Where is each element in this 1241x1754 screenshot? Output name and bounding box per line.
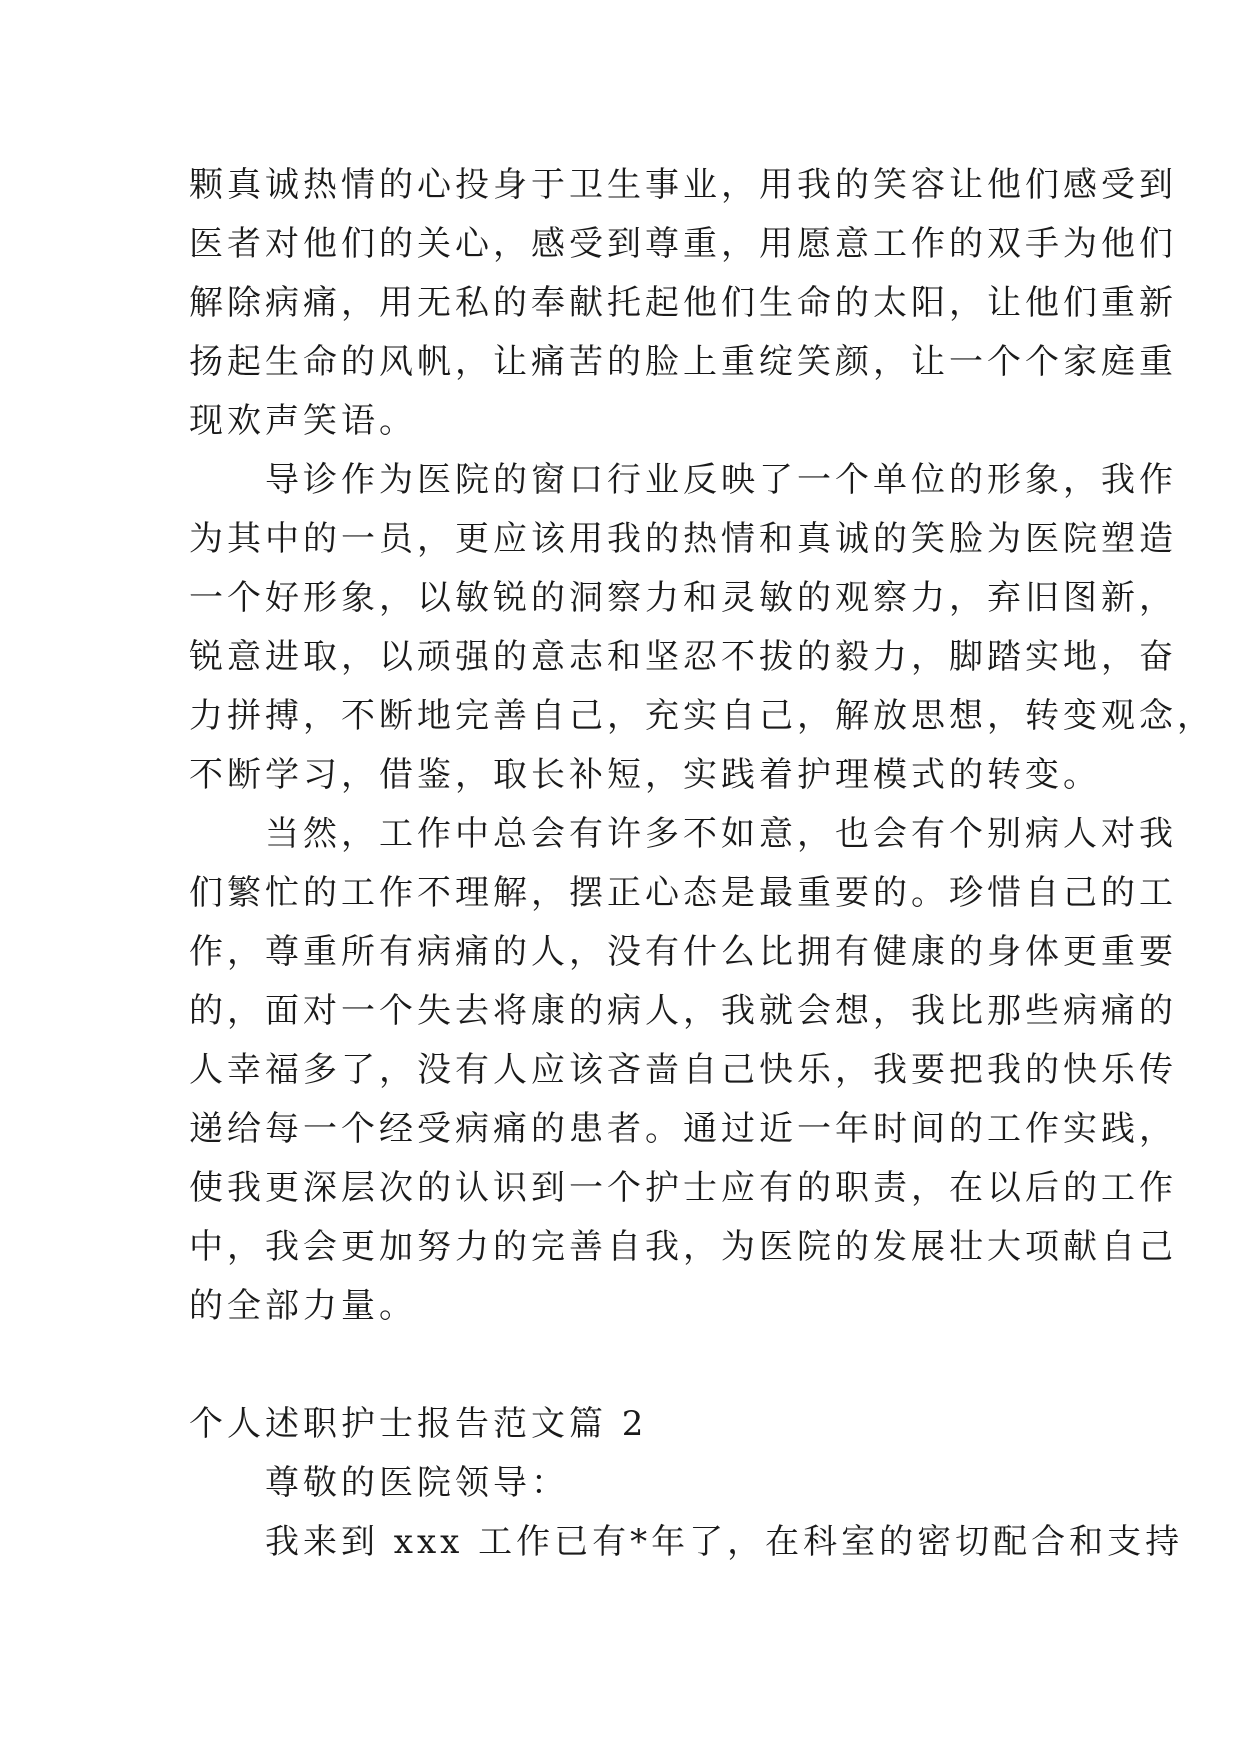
paragraph-line: 扬起生命的风帆，让痛苦的脸上重绽笑颜，让一个个家庭重 (189, 342, 1177, 382)
paragraph-line: 递给每一个经受病痛的患者。通过近一年时间的工作实践， (189, 1109, 1177, 1149)
paragraph-line: 不断学习，借鉴，取长补短，实践着护理模式的转变。 (189, 755, 1101, 795)
paragraph-line: 中，我会更加努力的完善自我，为医院的发展壮大项献自己 (189, 1227, 1177, 1267)
paragraph-line: 的，面对一个失去将康的病人，我就会想，我比那些病痛的 (189, 991, 1177, 1031)
paragraph-line: 医者对他们的关心，感受到尊重，用愿意工作的双手为他们 (189, 224, 1177, 264)
paragraph-line: 作，尊重所有病痛的人，没有什么比拥有健康的身体更重要 (189, 932, 1177, 972)
paragraph-line: 我来到 xxx 工作已有*年了，在科室的密切配合和支持 (189, 1522, 1184, 1562)
section-spacer (189, 1336, 1089, 1395)
paragraph-line: 解除病痛，用无私的奉献托起他们生命的太阳，让他们重新 (189, 283, 1177, 323)
paragraph-line: 们繁忙的工作不理解，摆正心态是最重要的。珍惜自己的工 (189, 873, 1177, 913)
paragraph-line: 一个好形象，以敏锐的洞察力和灵敏的观察力，弃旧图新， (189, 578, 1177, 618)
section-heading: 个人述职护士报告范文篇 2 (189, 1404, 648, 1444)
document-body (189, 156, 1215, 1572)
paragraph-line: 现欢声笑语。 (189, 401, 417, 441)
salutation: 尊敬的医院领导： (189, 1463, 569, 1503)
paragraph-line: 使我更深层次的认识到一个护士应有的职责，在以后的工作 (189, 1168, 1177, 1208)
paragraph-line: 的全部力量。 (189, 1286, 417, 1326)
paragraph-line: 为其中的一员，更应该用我的热情和真诚的笑脸为医院塑造 (189, 519, 1177, 559)
paragraph-line: 颗真诚热情的心投身于卫生事业，用我的笑容让他们感受到 (189, 165, 1177, 205)
paragraph-line: 锐意进取，以顽强的意志和坚忍不拔的毅力，脚踏实地，奋 (189, 637, 1177, 677)
paragraph-line: 力拼搏，不断地完善自己，充实自己，解放思想，转变观念， (189, 696, 1215, 736)
paragraph-line: 当然，工作中总会有许多不如意，也会有个别病人对我 (189, 814, 1177, 854)
paragraph-line: 导诊作为医院的窗口行业反映了一个单位的形象，我作 (189, 460, 1177, 500)
paragraph-line: 人幸福多了，没有人应该吝啬自己快乐，我要把我的快乐传 (189, 1050, 1177, 1090)
